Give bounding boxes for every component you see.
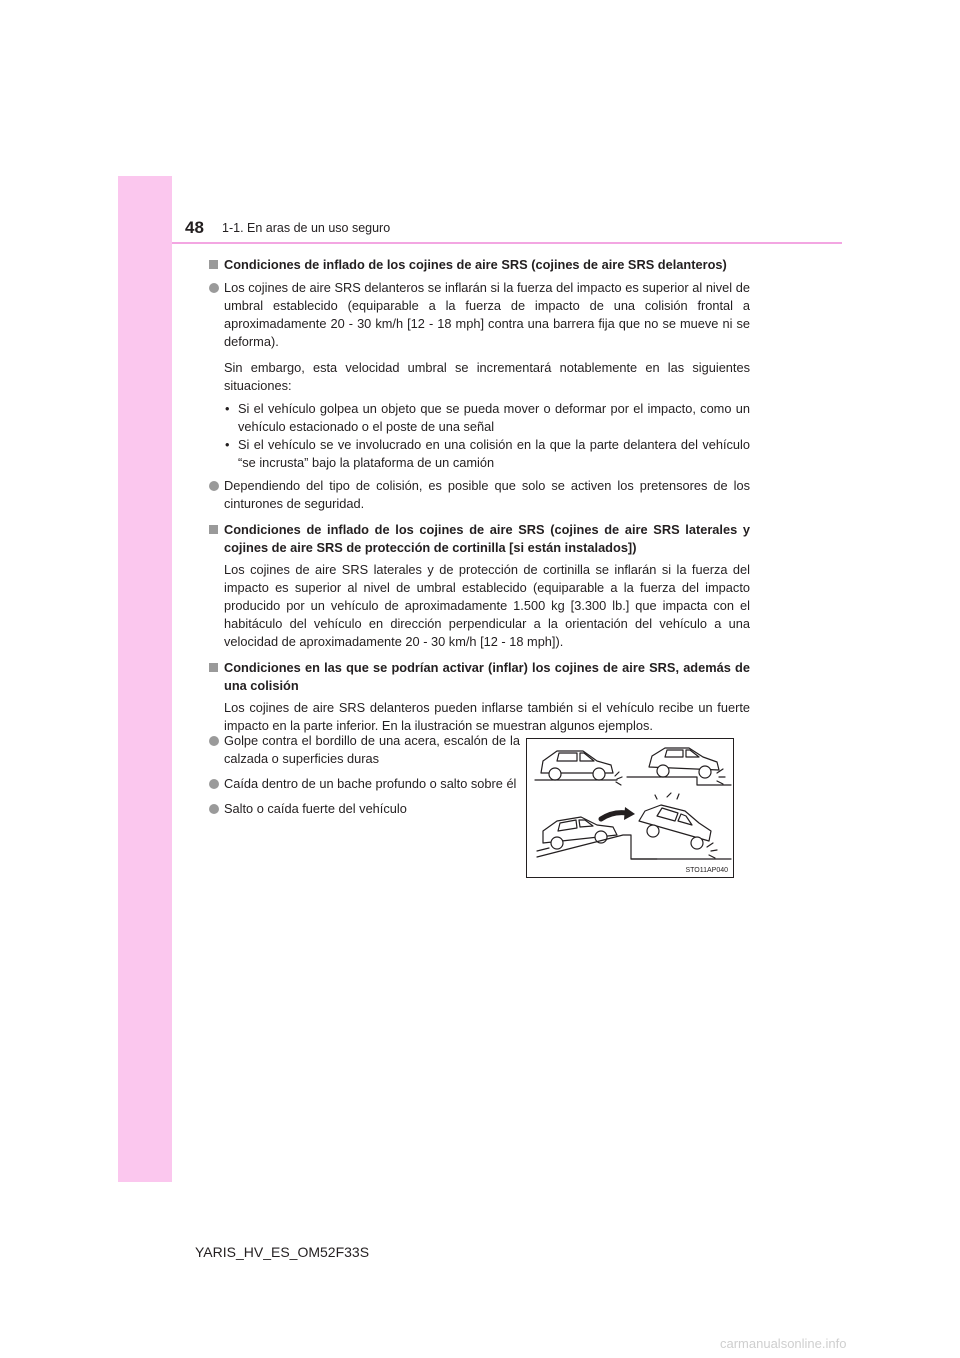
heading-text: Condiciones de inflado de los cojines de aire SRS (cojines de aire SRS laterales y cojines de aire SRS de protección de cortinilla [si están instalados]) (224, 522, 750, 555)
circle-bullet-icon (209, 481, 219, 491)
list-item-text: Los cojines de aire SRS delanteros se inflarán si la fuerza del impacto es superior al nivel de umbral establecido (equiparable a la fuerza de impacto de una colisión frontal a aproximadamente 20 - 30 km/h [12 - 18 mph] contra una barrera fija que no se mueve ni se deforma). (224, 280, 750, 349)
example-list (208, 732, 520, 825)
list-item-text: Golpe contra el bordillo de una acera, escalón de la calzada o superficies duras (224, 733, 520, 766)
circle-bullet-icon (209, 736, 219, 746)
car-impact-illustration (527, 739, 733, 877)
list-item-text: Salto o caída fuerte del vehículo (224, 801, 407, 816)
car-ramp-icon (537, 817, 657, 859)
car-landing-icon (631, 793, 731, 859)
circle-bullet-icon (209, 804, 219, 814)
paragraph: Los cojines de aire SRS delanteros pueden inflarse también si el vehículo recibe un fuerte impacto en la parte inferior. En la ilustración se muestran algunos ejemplos. (224, 700, 750, 733)
square-bullet-icon (209, 260, 218, 269)
heading-text: Condiciones en las que se podrían activar (inflar) los cojines de aire SRS, además de una colisión (224, 660, 750, 693)
page-number: 48 (185, 218, 204, 237)
heading-frontal-airbags (208, 256, 750, 274)
car-step-icon (627, 748, 731, 785)
section-title: 1-1. En aras de un uso seguro (222, 221, 391, 235)
list-item (208, 732, 520, 768)
dot-bullet-icon: • (225, 401, 230, 416)
circle-bullet-icon (209, 779, 219, 789)
list-item (208, 775, 520, 793)
square-bullet-icon (209, 525, 218, 534)
list-item (208, 279, 750, 351)
illustration-frame (526, 738, 734, 878)
heading-side-curtain-airbags (208, 521, 750, 557)
figure-code: STO11AP040 (685, 867, 728, 874)
paragraph: Los cojines de aire SRS laterales y de protección de cortinilla se inflarán si la fuerza del impacto es superior al nivel de umbral establecido (equiparable a la fuerza del impacto producido por un vehículo de aproximadamente 1.500 kg [3.300 lb.] que impacta con el habitáculo del vehículo en dirección perpendicular a la orientación del vehículo a una velocidad de aproximadamente 20 - 30 km/h [12 - 18 mph]). (224, 562, 750, 649)
square-bullet-icon (209, 663, 218, 672)
dot-bullet-icon: • (225, 437, 230, 452)
list-item (208, 477, 750, 513)
sub-list-item (208, 400, 750, 436)
main-content (208, 252, 750, 735)
margin-band (118, 176, 172, 1182)
watermark[interactable]: carmanualsonline.info (720, 1336, 847, 1351)
heading-text: Condiciones de inflado de los cojines de aire SRS (cojines de aire SRS delanteros) (224, 257, 727, 272)
list-item (208, 800, 520, 818)
list-item-text: Dependiendo del tipo de colisión, es posible que solo se activen los pretensores de los cinturones de seguridad. (224, 478, 750, 511)
heading-other-conditions (208, 659, 750, 695)
sub-list-item-text: Si el vehículo golpea un objeto que se pueda mover o deformar por el impacto, como un vehículo estacionado o el poste de una señal (238, 401, 750, 434)
list-item-text: Caída dentro de un bache profundo o salto sobre él (224, 776, 517, 791)
paragraph: Sin embargo, esta velocidad umbral se incrementará notablemente en las siguientes situaciones: (224, 360, 750, 393)
sub-list-item-text: Si el vehículo se ve involucrado en una colisión en la que la parte delantera del vehículo “se incrusta” bajo la plataforma de un camión (238, 437, 750, 470)
circle-bullet-icon (209, 283, 219, 293)
car-curb-icon (535, 751, 622, 785)
document-code: YARIS_HV_ES_OM52F33S (195, 1244, 370, 1260)
sub-list-item (208, 436, 750, 472)
header-rule (172, 242, 842, 244)
